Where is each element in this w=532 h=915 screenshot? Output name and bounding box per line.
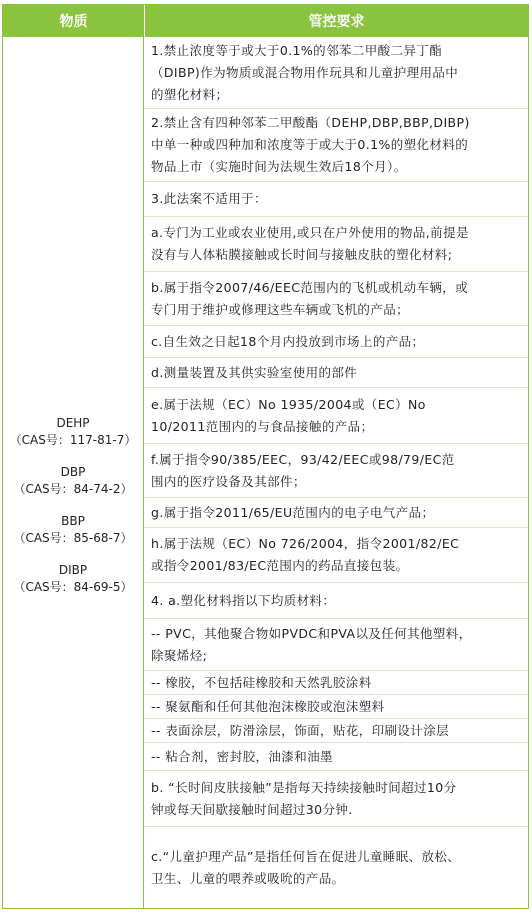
substance-cell (3, 37, 144, 908)
header-requirements: 管控要求 (308, 14, 365, 30)
substance-cas: （CAS号：84-74-2） (13, 481, 133, 496)
requirement-paragraph: 1.禁止浓度等于或大于0.1%的邻苯二甲酸二异丁酯 （DIBP)作为物质或混合物用作玩具和儿童护理用品中 的塑化材料； (144, 37, 528, 109)
substance-cas: （CAS号：117-81-7） (9, 432, 137, 447)
substance-dehp (10, 415, 137, 449)
substance-cas: （CAS号：84-69-5） (13, 579, 133, 594)
requirement-paragraph: f.属于指令90/385/EEC，93/42/EEC或98/79/EC范 围内的医疗设备及其部件； (144, 444, 528, 498)
requirement-paragraph: -- 聚氨酯和任何其他泡沫橡胶或泡沫塑料 (144, 695, 528, 719)
substance-cas: （CAS号：85-68-7） (13, 530, 133, 545)
requirement-paragraph: -- PVC，其他聚合物如PVDC和PVA以及任何其他塑料， 除聚烯烃; (144, 619, 528, 671)
requirements-cell (144, 37, 528, 908)
requirement-paragraph: e.属于法规（EC）No 1935/2004或（EC）No 10/2011范围内的与食品接触的产品； (144, 388, 528, 444)
substance-name: DEHP (56, 415, 90, 430)
substance-bbp (13, 513, 132, 547)
requirement-paragraph: b.属于指令2007/46/EEC范围内的飞机或机动车辆，或 专门用于维护或修理这些车辆或飞机的产品； (144, 272, 528, 326)
requirement-paragraph: b. “长时间皮肤接触”是指每天持续接触时间超过10分 钟或每天间歇接触时间超过30分钟. (144, 771, 528, 827)
requirement-paragraph: 2.禁止含有四种邻苯二甲酸酯（DEHP,DBP,BBP,DIBP) 中单一种或四种加和浓度等于或大于0.1%的塑化材料的 物品上市（实施时间为法规生效后18个月）。 (144, 109, 528, 182)
requirement-paragraph: -- 表面涂层，防滑涂层，饰面，贴花，印刷设计涂层 (144, 719, 528, 743)
substance-dibp (13, 562, 132, 596)
requirement-paragraph: -- 橡胶，不包括硅橡胶和天然乳胶涂料 (144, 671, 528, 695)
table-header-row (3, 5, 528, 37)
requirement-paragraph: g.属于指令2011/65/EU范围内的电子电气产品； (144, 498, 528, 528)
header-substance: 物质 (3, 5, 145, 37)
substance-name: BBP (61, 513, 85, 528)
substance-name: DIBP (58, 562, 88, 577)
requirement-paragraph: a.专门为工业或农业使用,或只在户外使用的物品,前提是 没有与人体粘膜接触或长时间与接触皮肤的塑化材料; (144, 217, 528, 272)
table-body-row (3, 37, 528, 908)
substance-name: DBP (60, 464, 86, 479)
requirement-paragraph: c.自生效之日起18个月内投放到市场上的产品； (144, 326, 528, 358)
requirement-paragraph: c.“儿童护理产品”是指任何旨在促进儿童睡眠、放松、 卫生、儿童的喂养或吸吮的产品。 (151, 848, 461, 886)
requirement-paragraph: h.属于法规（EC）No 726/2004，指令2001/82/EC 或指令2001/83/EC范围内的药品直接包装。 (144, 528, 528, 583)
requirement-paragraph: -- 粘合剂，密封胶，油漆和油墨 (144, 743, 528, 771)
substance-dbp (13, 464, 132, 498)
requirement-paragraph: d.测量装置及其供实验室使用的部件 (144, 358, 528, 388)
requirement-paragraph: 4. a.塑化材料指以下均质材料： (144, 583, 528, 619)
requirements-table (2, 4, 529, 909)
requirement-paragraph: 3.此法案不适用于： (144, 182, 528, 217)
